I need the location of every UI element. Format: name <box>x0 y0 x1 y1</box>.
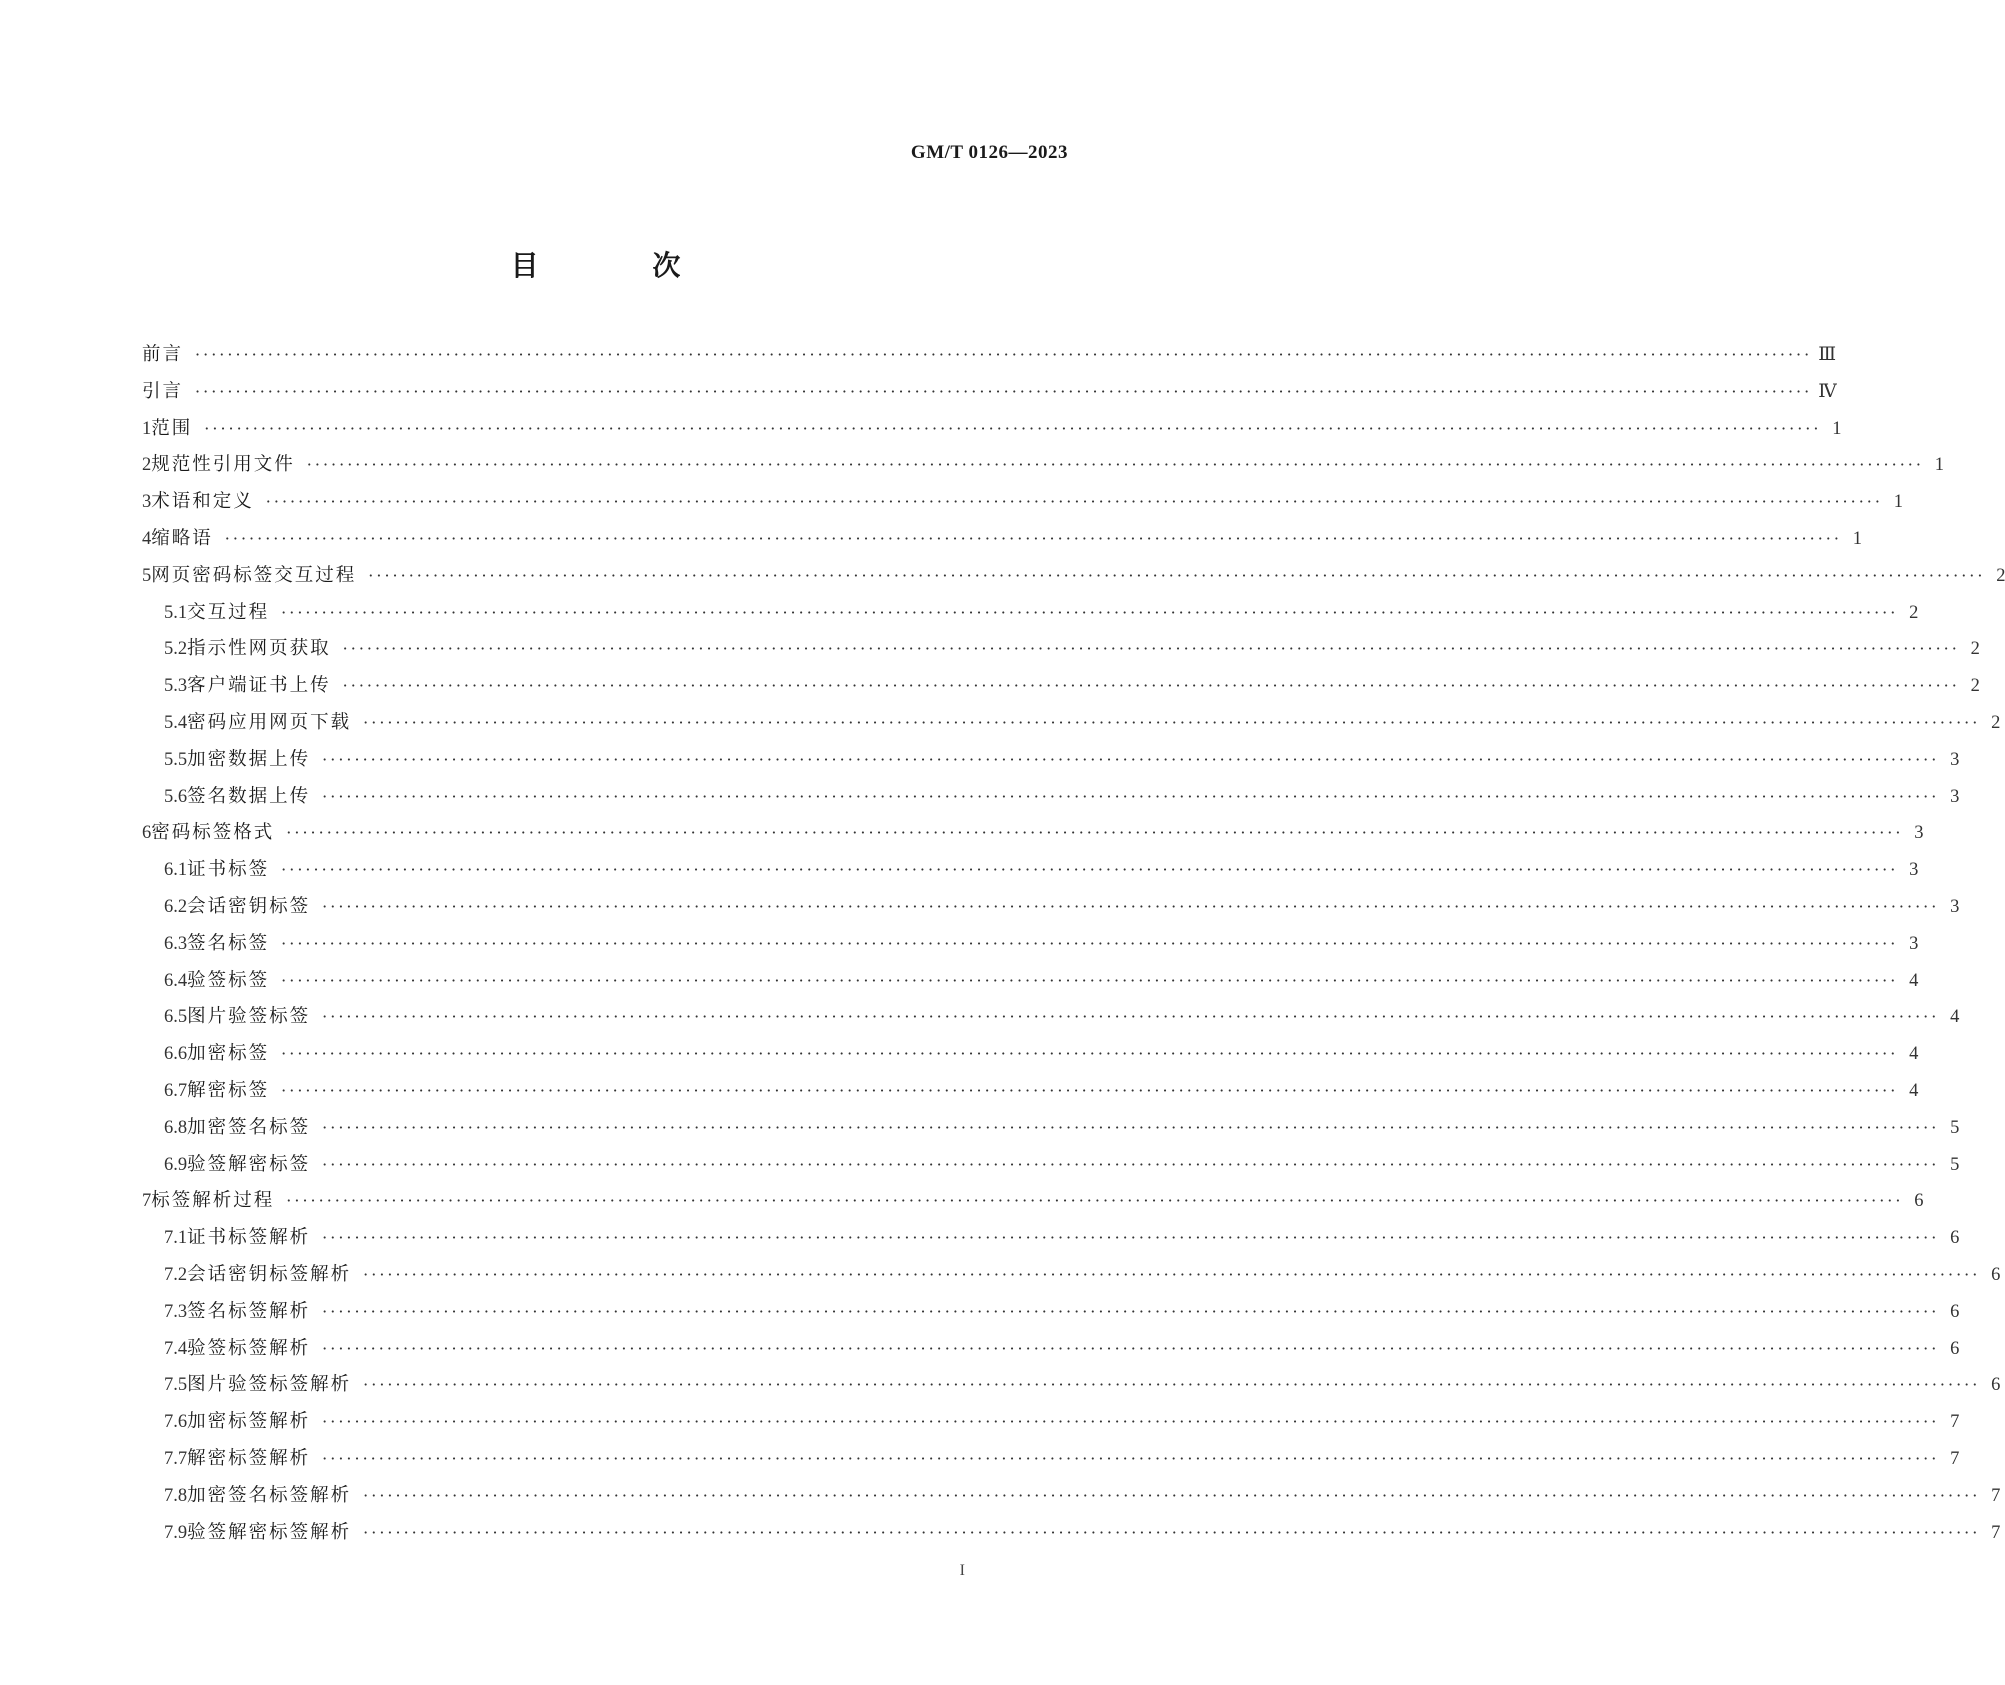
toc-entry-label: 密码标签格式 <box>151 822 275 844</box>
toc-entry-number: 7.6 <box>164 1412 188 1433</box>
toc-leader-dots: ········································································································································································································ <box>322 1007 1940 1027</box>
toc-leader-dots: ········································································································································································································ <box>322 1117 1940 1137</box>
toc-entry-page: 7 <box>1991 1485 2001 1506</box>
toc-entry[interactable] <box>142 377 1837 414</box>
toc-leader-dots: ········································································································································································································ <box>281 933 1899 953</box>
toc-entry-number: 7.1 <box>164 1228 188 1249</box>
toc-leader-dots: ········································································································································································································ <box>363 1264 1981 1284</box>
toc-entry-number: 6.8 <box>164 1117 188 1138</box>
toc-leader-dots: ········································································································································································································ <box>306 455 1924 475</box>
toc-entry[interactable] <box>142 561 2005 598</box>
toc-entry-label: 网页密码标签交互过程 <box>151 564 357 586</box>
toc-entry-page: 1 <box>1934 455 1944 476</box>
toc-entry-label: 验签标签解析 <box>187 1337 311 1359</box>
toc-entry[interactable] <box>142 708 2001 745</box>
toc-leader-dots: ········································································································································································································ <box>286 823 1904 843</box>
toc-entry[interactable] <box>142 929 1919 966</box>
toc-entry-label: 加密标签 <box>187 1043 270 1065</box>
toc-leader-dots: ········································································································································································································ <box>286 1191 1904 1211</box>
toc-entry-number: 7 <box>142 1191 152 1212</box>
toc-entry-number: 6.5 <box>164 1007 188 1028</box>
toc-entry-page: 5 <box>1950 1154 1960 1175</box>
toc-entry[interactable] <box>142 966 1919 1003</box>
toc-entry-number: 5.1 <box>164 602 188 623</box>
toc-leader-dots: ········································································································································································································ <box>363 712 1981 732</box>
toc-leader-dots: ········································································································································································································ <box>322 786 1940 806</box>
toc-entry-page: 2 <box>1909 602 1919 623</box>
toc-entry[interactable] <box>142 892 1960 929</box>
toc-entry-number: 2 <box>142 455 152 476</box>
toc-entry[interactable] <box>142 818 1924 855</box>
toc-entry-page: 3 <box>1909 933 1919 954</box>
toc-entry-number: 4 <box>142 528 152 549</box>
toc-entry-page: 3 <box>1909 860 1919 881</box>
toc-entry-label: 验签标签 <box>187 969 270 991</box>
toc-entry-label: 规范性引用文件 <box>151 454 295 476</box>
toc-entry-number: 7.4 <box>164 1338 188 1359</box>
toc-entry-page: 6 <box>1950 1338 1960 1359</box>
toc-entry-page: 1 <box>1852 528 1862 549</box>
toc-leader-dots: ········································································································································································································ <box>224 528 1842 548</box>
toc-entry-label: 验签解密标签解析 <box>187 1521 352 1543</box>
toc-leader-dots: ········································································································································································································ <box>322 896 1940 916</box>
toc-entry-page: 7 <box>1950 1448 1960 1469</box>
toc-entry[interactable] <box>142 414 1842 451</box>
toc-entry-number: 6.4 <box>164 970 188 991</box>
toc-entry[interactable] <box>142 487 1903 524</box>
toc-leader-dots: ········································································································································································································ <box>322 1448 1940 1468</box>
toc-entry-page: 4 <box>1909 1044 1919 1065</box>
toc-entry-page: 2 <box>1991 712 2001 733</box>
toc-entry[interactable] <box>142 1223 1960 1260</box>
toc-entry-label: 解密标签解析 <box>187 1447 311 1469</box>
toc-entry[interactable] <box>142 1150 1960 1187</box>
toc-entry-label: 加密数据上传 <box>187 748 311 770</box>
toc-entry[interactable] <box>142 671 1980 708</box>
toc-leader-dots: ········································································································································································································ <box>322 1301 1940 1321</box>
toc-entry[interactable] <box>142 1297 1960 1334</box>
toc-entry-number: 5.3 <box>164 676 188 697</box>
toc-entry-page: 1 <box>1893 492 1903 513</box>
toc-entry-label: 图片验签标签 <box>187 1006 311 1028</box>
toc-entry[interactable] <box>142 1113 1960 1150</box>
toc-entry-number: 5.2 <box>164 639 188 660</box>
toc-entry-label: 加密签名标签 <box>187 1116 311 1138</box>
toc-entry[interactable] <box>142 1334 1960 1371</box>
toc-entry[interactable] <box>142 745 1960 782</box>
toc-entry-page: 7 <box>1991 1522 2001 1543</box>
toc-entry-page: 3 <box>1950 786 1960 807</box>
toc-entry-number: 5.4 <box>164 712 188 733</box>
toc-entry-label: 指示性网页获取 <box>187 638 331 660</box>
toc-leader-dots: ········································································································································································································ <box>363 1522 1981 1542</box>
toc-entry-page: 6 <box>1991 1375 2001 1396</box>
toc-entry[interactable] <box>142 1481 2001 1518</box>
toc-entry-label: 签名数据上传 <box>187 785 311 807</box>
toc-entry-number: 5.6 <box>164 786 188 807</box>
toc-leader-dots: ········································································································································································································ <box>322 749 1940 769</box>
toc-entry-page: 4 <box>1909 970 1919 991</box>
toc-entry-number: 5 <box>142 565 152 586</box>
toc-entry[interactable] <box>142 340 1837 377</box>
toc-leader-dots: ········································································································································································································ <box>195 345 1813 364</box>
toc-entry-page: 2 <box>1996 565 2005 586</box>
toc-entry-label: 验签解密标签 <box>187 1153 311 1175</box>
toc-leader-dots: ········································································································································································································ <box>322 1412 1940 1432</box>
toc-entry-number: 7.3 <box>164 1301 188 1322</box>
toc-entry-label: 会话密钥标签 <box>187 895 311 917</box>
toc-entry-number: 6.2 <box>164 896 188 917</box>
toc-leader-dots: ········································································································································································································ <box>281 1080 1899 1100</box>
toc-entry-number: 3 <box>142 492 152 513</box>
page-number: I <box>959 1562 965 1579</box>
toc-entry-label: 签名标签 <box>187 932 270 954</box>
toc-entry-page: 3 <box>1950 749 1960 770</box>
toc-entry-number: 6 <box>142 823 152 844</box>
toc-entry-page: Ⅳ <box>1818 381 1837 402</box>
toc-entry[interactable] <box>142 1002 1960 1039</box>
toc-leader-dots: ········································································································································································································ <box>281 860 1899 880</box>
toc-leader-dots: ········································································································································································································ <box>322 1338 1940 1358</box>
toc-entry[interactable] <box>142 598 1919 635</box>
toc-leader-dots: ········································································································································································································ <box>368 565 1986 585</box>
toc-entry[interactable] <box>142 1260 2001 1297</box>
toc-entry-number: 6.6 <box>164 1044 188 1065</box>
toc-entry-page: 7 <box>1950 1412 1960 1433</box>
toc-entry-number: 5.5 <box>164 749 188 770</box>
toc-entry-number: 7.8 <box>164 1485 188 1506</box>
toc-entry[interactable] <box>142 450 1944 487</box>
toc-entry-label: 加密标签解析 <box>187 1411 311 1433</box>
toc-leader-dots: ········································································································································································································ <box>322 1154 1940 1174</box>
toc-entry[interactable] <box>142 634 1980 671</box>
document-code: GM/T 0126—2023 <box>910 142 1068 163</box>
toc-entry-page: 1 <box>1832 418 1842 439</box>
toc-leader-dots: ········································································································································································································ <box>363 1485 1981 1505</box>
toc-leader-dots: ········································································································································································································ <box>204 418 1822 438</box>
toc-entry-page: 5 <box>1950 1117 1960 1138</box>
toc-entry[interactable] <box>142 1186 1924 1223</box>
toc-entry-label: 证书标签解析 <box>187 1227 311 1249</box>
toc-leader-dots: ········································································································································································································ <box>281 1044 1899 1064</box>
toc-leader-dots: ········································································································································································································ <box>363 1375 1981 1395</box>
toc-entry-label: 密码应用网页下载 <box>187 711 352 733</box>
toc-entry-label: 加密签名标签解析 <box>187 1484 352 1506</box>
toc-entry-number: 7.5 <box>164 1375 188 1396</box>
toc-leader-dots: ········································································································································································································ <box>195 381 1813 401</box>
toc-entry-number: 6.7 <box>164 1080 188 1101</box>
toc-entry[interactable] <box>142 1444 1960 1481</box>
toc-entry-number: 6.3 <box>164 933 188 954</box>
toc-entry-number: 7.7 <box>164 1448 188 1469</box>
toc-entry-number: 1 <box>142 418 152 439</box>
toc-entry-page: 4 <box>1950 1007 1960 1028</box>
toc-leader-dots: ········································································································································································································ <box>322 1228 1940 1248</box>
toc-entry-label: 图片验签标签解析 <box>187 1374 352 1396</box>
toc-entry-label: 证书标签 <box>187 859 270 881</box>
toc-entry-page: 3 <box>1914 823 1924 844</box>
toc-title: 目 次 <box>510 249 733 282</box>
toc-entry-page: Ⅲ <box>1818 345 1837 365</box>
toc-entry-number: 6.1 <box>164 860 188 881</box>
toc-entry-page: 2 <box>1970 639 1980 660</box>
toc-entry-label: 前言 <box>142 344 184 365</box>
toc-entry-label: 标签解析过程 <box>151 1190 275 1212</box>
toc-leader-dots: ········································································································································································································ <box>281 970 1899 990</box>
toc-entry-page: 3 <box>1950 896 1960 917</box>
toc-entry[interactable] <box>142 524 1862 561</box>
toc-entry-page: 6 <box>1914 1191 1924 1212</box>
toc-entry-page: 6 <box>1950 1301 1960 1322</box>
toc-entry[interactable] <box>142 782 1960 819</box>
toc-entry[interactable] <box>142 1039 1919 1076</box>
toc-entry[interactable] <box>142 1407 1960 1444</box>
toc-entry[interactable] <box>142 1370 2001 1407</box>
toc-entry-page: 4 <box>1909 1080 1919 1101</box>
toc-entry[interactable] <box>142 855 1919 892</box>
toc-entry-label: 交互过程 <box>187 601 270 623</box>
toc-entry-page: 6 <box>1991 1264 2001 1285</box>
toc-entry-number: 7.2 <box>164 1264 188 1285</box>
toc-entry-label: 解密标签 <box>187 1079 270 1101</box>
toc-entry-label: 引言 <box>142 380 184 402</box>
toc-list <box>142 340 2005 1554</box>
toc-entry-label: 术语和定义 <box>151 491 254 513</box>
toc-leader-dots: ········································································································································································································ <box>342 639 1960 659</box>
toc-entry-page: 2 <box>1970 676 1980 697</box>
toc-leader-dots: ········································································································································································································ <box>281 602 1899 622</box>
toc-entry-label: 签名标签解析 <box>187 1300 311 1322</box>
toc-entry-page: 6 <box>1950 1228 1960 1249</box>
toc-entry-number: 6.9 <box>164 1154 188 1175</box>
toc-entry-label: 客户端证书上传 <box>187 675 331 697</box>
toc-leader-dots: ········································································································································································································ <box>265 492 1883 512</box>
toc-leader-dots: ········································································································································································································ <box>342 676 1960 696</box>
toc-entry-label: 范围 <box>151 417 193 439</box>
toc-entry-label: 缩略语 <box>151 527 213 549</box>
toc-entry[interactable] <box>142 1076 1919 1113</box>
toc-entry-label: 会话密钥标签解析 <box>187 1263 352 1285</box>
toc-entry[interactable] <box>142 1518 2001 1555</box>
toc-entry-number: 7.9 <box>164 1522 188 1543</box>
